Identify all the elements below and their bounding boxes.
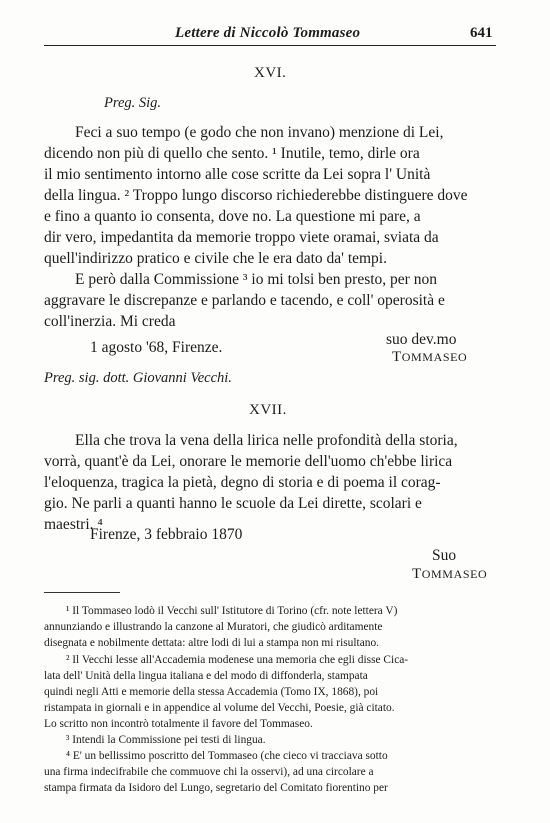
letter-xvii-numeral: XVII. — [249, 402, 287, 418]
letter-xvii-date: Firenze, 3 febbraio 1870 — [90, 526, 243, 543]
footnote-2-line: quindi negli Atti e memorie della stessa Accademia (Tomo IX, 1868), poi — [44, 686, 379, 698]
letter-xvi-line: E però dalla Commissione ³ io mi tolsi ben presto, per non — [75, 271, 437, 288]
letter-xvii-closing: Suo — [432, 547, 457, 564]
letter-xvi-line: dir vero, impedantita da memorie troppo viete oramai, sviata da — [44, 229, 439, 246]
footnote-2-line: ristampata in giornali e in appendice al volume del Vecchi, Poesie, già citato. — [44, 702, 395, 714]
letter-xvi-numeral: XVI. — [254, 65, 287, 81]
letter-xvi-line: aggravare le discrepanze e parlando e tacendo, e coll' operosità e — [44, 292, 445, 309]
footnote-4-line: ⁴ E' un bellissimo poscritto del Tommaseo (che cieco vi tracciava sotto — [66, 750, 388, 762]
letter-xvii-line: Ella che trova la vena della lirica nelle profondità della storia, — [75, 432, 458, 449]
running-header-title: Lettere di Niccolò Tommaseo — [175, 25, 361, 41]
letter-xvi-line: il mio sentimento intorno alle cose scritte da Lei sopra l' Unità — [44, 166, 431, 183]
footnote-2-line: Lo scritto non incontrò totalmente il favore del Tommaseo. — [44, 718, 313, 730]
footnote-2-line: ² Il Vecchi lesse all'Accademia modenese una memoria che egli disse Cica- — [66, 654, 409, 666]
footnote-3-line: ³ Intendi la Commissione pei testi di lingua. — [66, 734, 266, 746]
footnote-1-line: ¹ Il Tommaseo lodò il Vecchi sull' Istitutore di Torino (cfr. note lettera V) — [66, 605, 398, 617]
recipient-line: Preg. sig. dott. Giovanni Vecchi. — [44, 370, 232, 386]
letter-xvi-line: e fino a quanto io consenta, dove no. La questione mi pare, a — [44, 208, 421, 225]
letter-xvi-closing: suo dev.mo — [386, 331, 457, 348]
footnote-rule — [44, 592, 120, 593]
footnote-1-line: disegnata e nobilmente dettata: altre lodi di lui a stampa non mi risultano. — [44, 637, 379, 649]
letter-xvi-line: coll'inerzia. Mi creda — [44, 313, 176, 330]
letter-xvi-line: quell'indirizzo pratico e civile che le era dato da' tempi. — [44, 250, 387, 267]
letter-xvii-line: gio. Ne parli a quanti hanno le scuole da Lei dirette, scolari e — [44, 495, 422, 512]
letter-xvi-line: dicendo non più di quello che sento. ¹ Inutile, temo, dirle ora — [44, 145, 420, 162]
letter-xvi-signature: TOMMASEO — [392, 349, 468, 365]
letter-xvii-line: l'eloquenza, tragica la pietà, degno di storia e di poema il corag- — [44, 474, 441, 491]
letter-xvii-signature: TOMMASEO — [412, 566, 488, 582]
footnote-2-line: lata dell' Unità della lingua italiana e del modo di diffonderla, stampata — [44, 670, 368, 682]
header-rule — [44, 45, 496, 46]
footnote-4-line: stampa firmata da Isidoro del Lungo, segretario del Comitato fiorentino per — [44, 782, 388, 794]
page-number: 641 — [470, 25, 493, 41]
letter-xvii-line: vorrà, quant'è da Lei, onorare le memorie dell'uomo ch'ebbe lirica — [44, 453, 453, 470]
letter-xvi-line: Feci a suo tempo (e godo che non invano) menzione di Lei, — [75, 124, 444, 141]
footnote-4-line: una firma indecifrabile che commuove chi la osservi), ad una circolare a — [44, 766, 374, 778]
letter-xvi-date: 1 agosto '68, Firenze. — [90, 339, 223, 356]
letter-xvi-line: della lingua. ² Troppo lungo discorso richiederebbe distinguere dove — [44, 187, 468, 204]
letter-xvii-line: maestri. ⁴ — [44, 516, 103, 533]
footnote-1-line: annunziando e illustrando la canzone al Muratori, che giudicò arditamente — [44, 621, 383, 633]
letter-xvi-salutation: Preg. Sig. — [104, 95, 162, 111]
